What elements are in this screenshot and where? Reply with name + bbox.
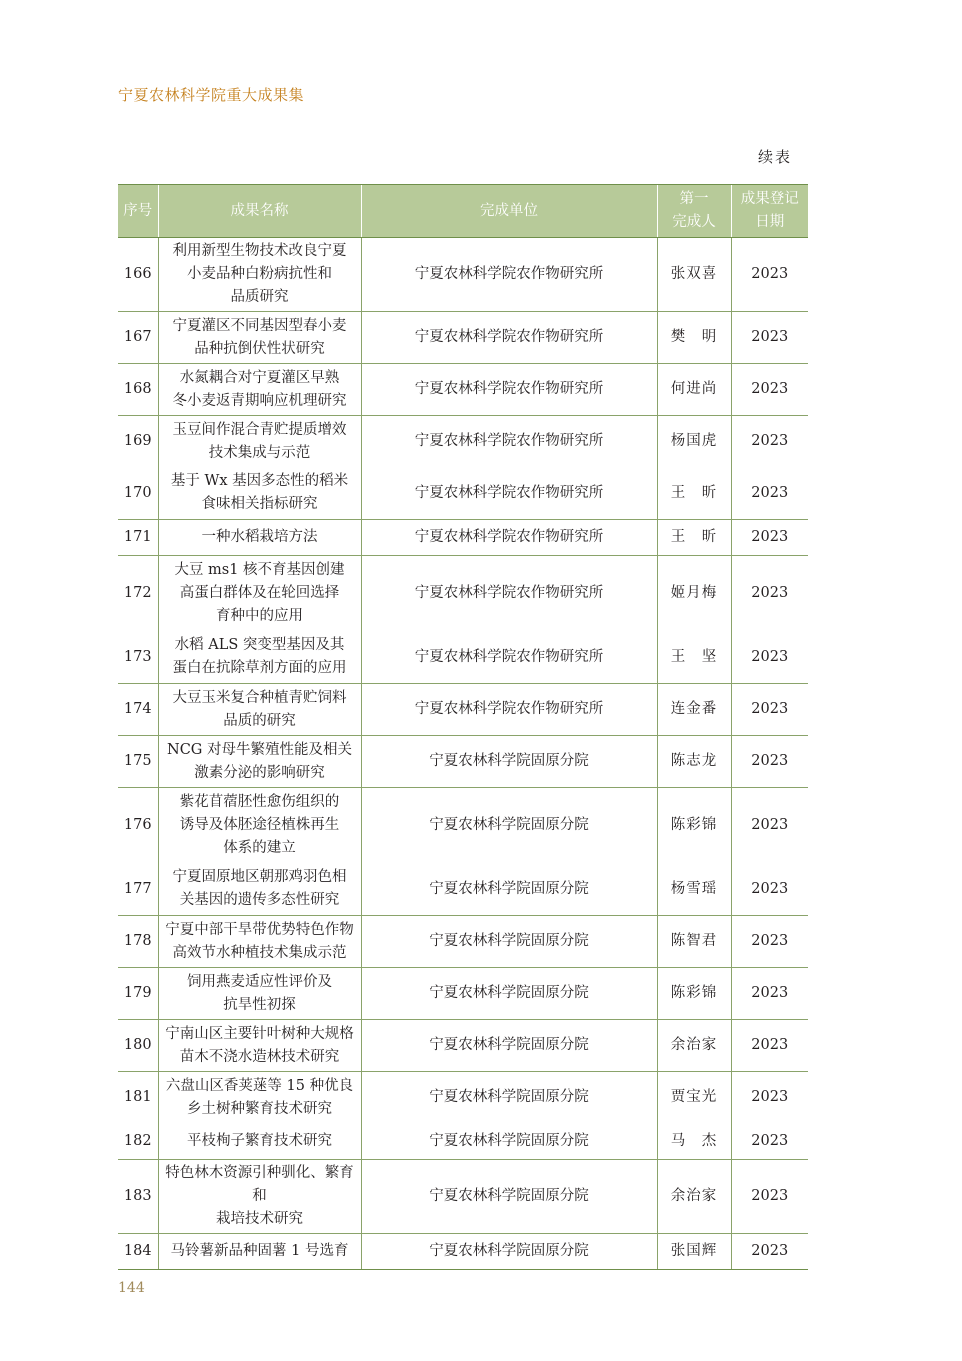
results-table bbox=[118, 184, 808, 1270]
row-person: 余治家 bbox=[657, 1020, 731, 1072]
row-year: 2023 bbox=[731, 312, 808, 364]
row-name: 水稻 ALS 突变型基因及其 蛋白在抗除草剂方面的应用 bbox=[158, 632, 361, 684]
row-year: 2023 bbox=[731, 1160, 808, 1234]
row-unit: 宁夏农林科学院农作物研究所 bbox=[361, 632, 657, 684]
row-person: 张双喜 bbox=[657, 238, 731, 312]
row-unit: 宁夏农林科学院农作物研究所 bbox=[361, 416, 657, 468]
row-unit: 宁夏农林科学院固原分院 bbox=[361, 1124, 657, 1160]
row-person: 陈智君 bbox=[657, 916, 731, 968]
row-index: 171 bbox=[118, 520, 158, 556]
row-year: 2023 bbox=[731, 1072, 808, 1124]
header-index: 序号 bbox=[118, 185, 158, 238]
row-name: 玉豆间作混合青贮提质增效 技术集成与示范 bbox=[158, 416, 361, 468]
header-first-person: 第一 完成人 bbox=[657, 185, 731, 238]
row-index: 168 bbox=[118, 364, 158, 416]
table-row bbox=[118, 684, 808, 736]
row-name: 水氮耦合对宁夏灌区早熟 冬小麦返青期响应机理研究 bbox=[158, 364, 361, 416]
row-year: 2023 bbox=[731, 684, 808, 736]
table-row bbox=[118, 1020, 808, 1072]
row-person: 王 昕 bbox=[657, 468, 731, 520]
row-year: 2023 bbox=[731, 968, 808, 1020]
row-unit: 宁夏农林科学院固原分院 bbox=[361, 916, 657, 968]
row-index: 169 bbox=[123, 433, 152, 450]
row-name: NCG 对母牛繁殖性能及相关 激素分泌的影响研究 bbox=[158, 736, 361, 788]
table-row bbox=[118, 1072, 808, 1124]
table-row bbox=[118, 632, 808, 684]
row-name: 大豆玉米复合种植青贮饲料 品质的研究 bbox=[158, 684, 361, 736]
row-index: 174 bbox=[118, 684, 158, 736]
row-person: 姬月梅 bbox=[657, 556, 731, 632]
row-name: 大豆 ms1 核不育基因创建 高蛋白群体及在轮回选择 育种中的应用 bbox=[158, 556, 361, 632]
table-row bbox=[118, 416, 808, 468]
row-person: 连金番 bbox=[657, 684, 731, 736]
row-name: 特色林木资源引种驯化、繁育和 栽培技术研究 bbox=[158, 1160, 361, 1234]
table-row bbox=[118, 1124, 808, 1160]
table-row bbox=[118, 468, 808, 520]
row-index: 181 bbox=[123, 1089, 152, 1106]
table-row bbox=[118, 1234, 808, 1270]
row-unit: 宁夏农林科学院固原分院 bbox=[361, 864, 657, 916]
row-unit: 宁夏农林科学院农作物研究所 bbox=[361, 468, 657, 520]
row-year: 2023 bbox=[731, 468, 808, 520]
row-name: 饲用燕麦适应性评价及 抗旱性初探 bbox=[158, 968, 361, 1020]
row-year: 2023 bbox=[731, 556, 808, 632]
table-row bbox=[118, 1160, 808, 1234]
row-year: 2023 bbox=[731, 788, 808, 864]
row-person: 马 杰 bbox=[657, 1124, 731, 1160]
row-person: 王 昕 bbox=[657, 520, 731, 556]
table-row bbox=[118, 788, 808, 864]
table-row bbox=[118, 556, 808, 632]
row-index: 170 bbox=[118, 468, 158, 520]
row-name: 六盘山区香荚蒾等 15 种优良 乡土树种繁育技术研究 bbox=[158, 1072, 361, 1124]
row-year: 2023 bbox=[731, 1020, 808, 1072]
row-person: 张国辉 bbox=[657, 1234, 731, 1270]
row-name: 宁夏固原地区朝那鸡羽色相 关基因的遗传多态性研究 bbox=[158, 864, 361, 916]
table-row bbox=[118, 520, 808, 556]
header-unit: 完成单位 bbox=[361, 185, 657, 238]
row-year: 2023 bbox=[731, 1234, 808, 1270]
row-index: 177 bbox=[118, 864, 158, 916]
table-row bbox=[118, 916, 808, 968]
row-index: 179 bbox=[118, 968, 158, 1020]
row-person: 王 坚 bbox=[657, 632, 731, 684]
row-name: 宁夏中部干旱带优势特色作物 高效节水种植技术集成示范 bbox=[158, 916, 361, 968]
row-unit: 宁夏农林科学院农作物研究所 bbox=[361, 364, 657, 416]
table-row bbox=[118, 736, 808, 788]
continued-label: 续表 bbox=[757, 148, 792, 166]
row-index: 176 bbox=[123, 817, 152, 834]
row-unit: 宁夏农林科学院农作物研究所 bbox=[361, 238, 657, 312]
table-header-row bbox=[118, 185, 808, 238]
row-unit: 宁夏农林科学院固原分院 bbox=[361, 1160, 657, 1234]
row-index: 180 bbox=[118, 1020, 158, 1072]
row-unit: 宁夏农林科学院固原分院 bbox=[361, 1072, 657, 1124]
row-person: 何进尚 bbox=[657, 364, 731, 416]
row-year: 2023 bbox=[731, 364, 808, 416]
row-person: 杨雪瑶 bbox=[657, 864, 731, 916]
row-year: 2023 bbox=[731, 736, 808, 788]
table-row bbox=[118, 864, 808, 916]
row-year: 2023 bbox=[731, 520, 808, 556]
row-year: 2023 bbox=[731, 916, 808, 968]
row-year: 2023 bbox=[731, 238, 808, 312]
row-unit: 宁夏农林科学院农作物研究所 bbox=[361, 312, 657, 364]
row-name: 马铃薯新品种固薯 1 号选育 bbox=[158, 1234, 361, 1270]
row-name: 一种水稻栽培方法 bbox=[158, 520, 361, 556]
table-row bbox=[118, 238, 808, 312]
row-index: 184 bbox=[118, 1234, 158, 1270]
row-index: 167 bbox=[118, 312, 158, 364]
row-name: 宁夏灌区不同基因型春小麦 品种抗倒伏性状研究 bbox=[158, 312, 361, 364]
row-index: 175 bbox=[118, 736, 158, 788]
row-index: 172 bbox=[123, 585, 152, 602]
row-index: 178 bbox=[118, 916, 158, 968]
row-name: 紫花苜蓿胚性愈伤组织的 诱导及体胚途径植株再生 体系的建立 bbox=[158, 788, 361, 864]
row-index: 166 bbox=[118, 238, 158, 312]
row-name: 基于 Wx 基因多态性的稻米 食味相关指标研究 bbox=[158, 468, 361, 520]
row-unit: 宁夏农林科学院农作物研究所 bbox=[361, 684, 657, 736]
row-unit: 宁夏农林科学院固原分院 bbox=[361, 1234, 657, 1270]
row-person: 杨国虎 bbox=[657, 416, 731, 468]
table-row bbox=[118, 364, 808, 416]
row-person: 陈志龙 bbox=[657, 736, 731, 788]
row-year: 2023 bbox=[731, 632, 808, 684]
row-index: 182 bbox=[118, 1124, 158, 1160]
row-unit: 宁夏农林科学院固原分院 bbox=[361, 788, 657, 864]
row-name: 平枝栒子繁育技术研究 bbox=[158, 1124, 361, 1160]
row-unit: 宁夏农林科学院农作物研究所 bbox=[361, 556, 657, 632]
row-unit: 宁夏农林科学院固原分院 bbox=[361, 736, 657, 788]
row-year: 2023 bbox=[731, 416, 808, 468]
row-name: 利用新型生物技术改良宁夏 小麦品种白粉病抗性和 品质研究 bbox=[158, 238, 361, 312]
row-unit: 宁夏农林科学院固原分院 bbox=[361, 1020, 657, 1072]
running-head: 宁夏农林科学院重大成果集 bbox=[118, 86, 305, 104]
row-person: 余治家 bbox=[657, 1160, 731, 1234]
header-name: 成果名称 bbox=[158, 185, 361, 238]
row-person: 陈彩锦 bbox=[657, 968, 731, 1020]
row-year: 2023 bbox=[731, 1124, 808, 1160]
row-person: 陈彩锦 bbox=[657, 788, 731, 864]
row-unit: 宁夏农林科学院农作物研究所 bbox=[361, 520, 657, 556]
row-name: 宁南山区主要针叶树种大规格 苗木不浇水造林技术研究 bbox=[158, 1020, 361, 1072]
row-person: 贾宝光 bbox=[657, 1072, 731, 1124]
page-number: 144 bbox=[118, 1280, 145, 1296]
header-register-date: 成果登记 日期 bbox=[731, 185, 808, 238]
table-row bbox=[118, 312, 808, 364]
row-unit: 宁夏农林科学院固原分院 bbox=[361, 968, 657, 1020]
row-person: 樊 明 bbox=[657, 312, 731, 364]
row-year: 2023 bbox=[731, 864, 808, 916]
row-index: 183 bbox=[118, 1160, 158, 1234]
table-row bbox=[118, 968, 808, 1020]
row-index: 173 bbox=[118, 632, 158, 684]
